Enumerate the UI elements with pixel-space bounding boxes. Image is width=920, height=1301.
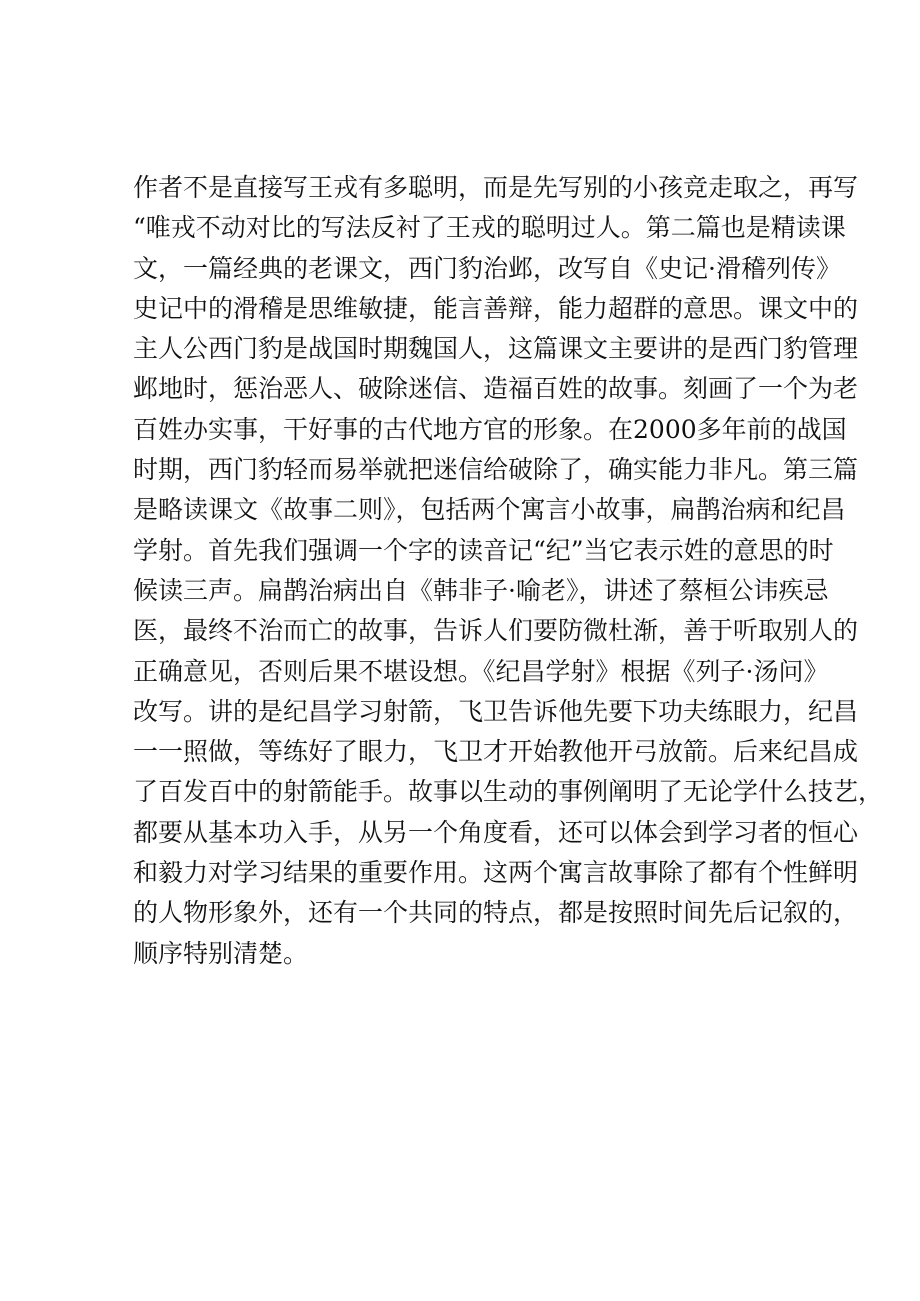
text-line-14: 改写。讲的是纪昌学习射箭，飞卫告诉他先要下功夫练眼力，纪昌 [133,696,859,726]
text-line-20: 顺序特别清楚。 [133,938,309,968]
text-line-17: 都要从基本功入手，从另一个角度看，还可以体会到学习者的恒心 [133,817,859,847]
text-line-12: 医，最终不治而亡的故事，告诉人们要防微杜渐，善于听取别人的 [133,616,859,646]
text-line-16: 了百发百中的射箭能手。故事以生动的事例阐明了无论学什么技艺， [133,777,884,807]
text-line-1: 作者不是直接写王戎有多聪明，而是先写别的小孩竞走取之，再写 [133,173,859,202]
text-line-3: 文，一篇经典的老课文，西门豹治邺，改写自《史记·滑稽列传》 [133,253,841,283]
text-line-8: 时期，西门豹轻而易举就把迷信给破除了，确实能力非凡。第三篇 [133,455,859,485]
text-line-9: 是略读课文《故事二则》，包括两个寓言小故事，扁鹊治病和纪昌 [133,495,846,525]
text-line-13: 正确意见，否则后果不堪设想。《纪昌学射》根据《列子·汤问》 [133,656,829,686]
text-line-2: “唯戎不动对比的写法反衬了王戎的聪明过人。第二篇也是精读课 [133,213,846,243]
text-line-19: 的人物形象外，还有一个共同的特点，都是按照时间先后记叙的， [133,898,859,928]
text-line-10: 学射。首先我们强调一个字的读音记“纪”当它表示姓的意思的时 [133,535,834,565]
body-paragraph [133,168,884,974]
text-line-18: 和毅力对学习结果的重要作用。这两个寓言故事除了都有个性鲜明 [133,858,859,888]
text-line-15: 一一照做，等练好了眼力，飞卫才开始教他开弓放箭。后来纪昌成 [133,737,859,767]
text-line-7: 百姓办实事，干好事的古代地方官的形象。在2000多年前的战国 [133,414,847,444]
text-line-4: 史记中的滑稽是思维敏捷，能言善辩，能力超群的意思。课文中的 [133,293,859,323]
text-line-11: 候读三声。扁鹊治病出自《韩非子·喻老》，讲述了蔡桓公讳疾忌 [133,575,829,605]
text-line-5: 主人公西门豹是战国时期魏国人，这篇课文主要讲的是西门豹管理 [133,334,859,364]
text-line-6: 邺地时，惩治恶人、破除迷信、造福百姓的故事。刻画了一个为老 [133,374,859,404]
